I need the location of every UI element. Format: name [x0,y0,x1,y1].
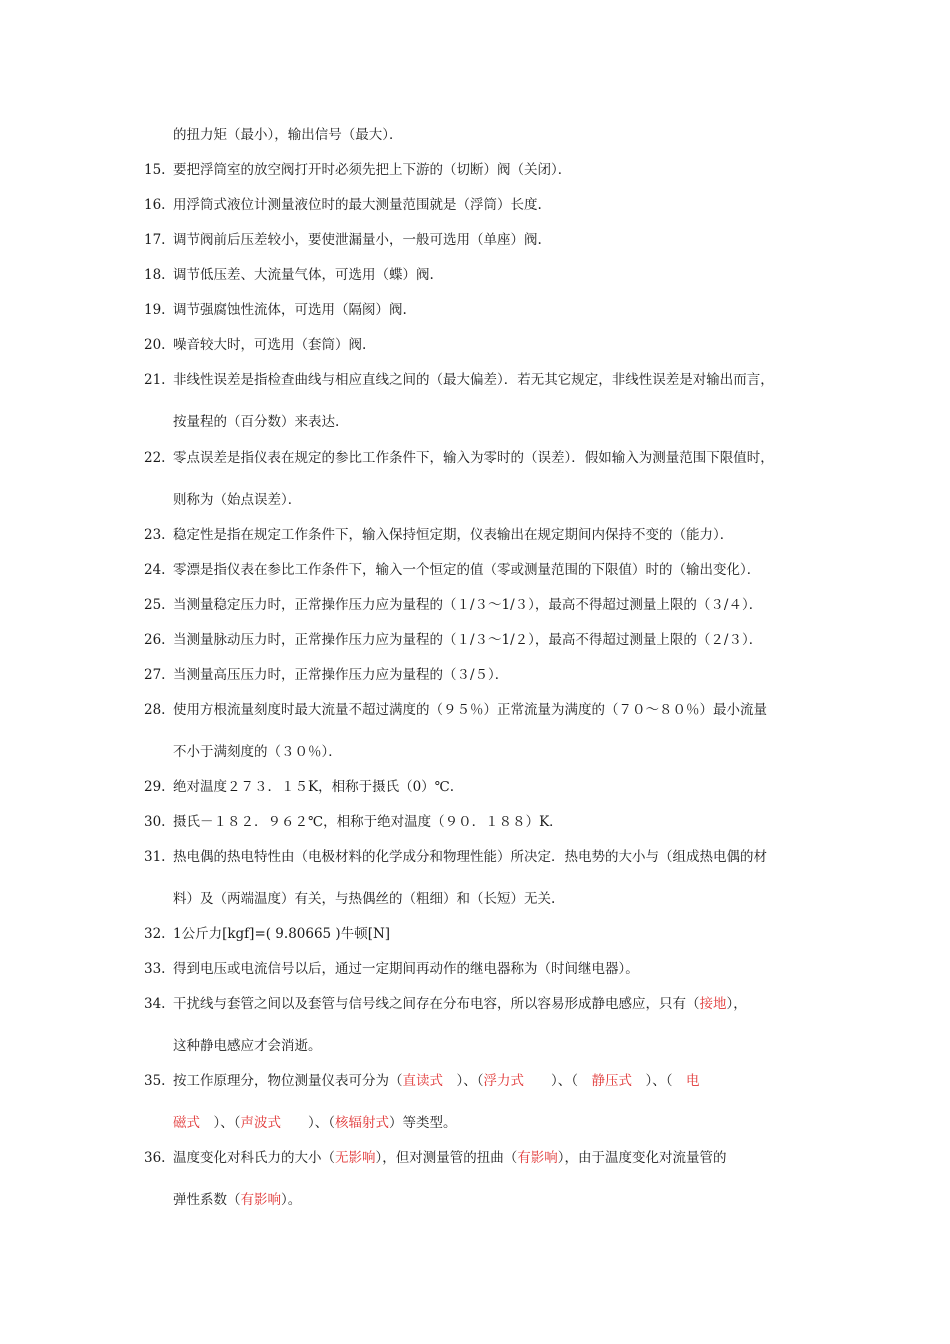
question-34: 34. 干扰线与套管之间以及套管与信号线之间存在分布电容，所以容易形成静电感应，只有（接地）， [144,996,747,1012]
question-34-continued: 这种静电感应才会消逝。 [173,1038,322,1054]
answer-text: 有影响 [240,1192,281,1208]
question-18: 18. 调节低压差、大流量气体，可选用（蝶）阀. [144,267,434,283]
question-24: 24. 零漂是指仪表在参比工作条件下，输入一个恒定的值（零或测量范围的下限值）时的（输出变化）． [144,562,761,578]
answer-text: 静压式 [591,1073,632,1089]
question-15: 15. 要把浮筒室的放空阀打开时必须先把上下游的（切断）阀（关闭）． [144,162,572,178]
answer-text: 有影响 [517,1150,558,1166]
question-27: 27. 当测量高压压力时，正常操作压力应为量程的（３/５）． [144,667,509,683]
question-17: 17. 调节阀前后压差较小，要使泄漏量小，一般可选用（单座）阀. [144,232,542,248]
question-26: 26. 当测量脉动压力时，正常操作压力应为量程的（１/３～1/２），最高不得超过测量上限的（２/３）． [144,632,763,648]
question-35: 35. 按工作原理分，物位测量仪表可分为（直读式 ）、（浮力式 ）、（ 静压式 ）、（ 电 [144,1073,700,1089]
answer-text: 直读式 [402,1073,443,1089]
question-36-continued: 弹性系数（有影响）。 [173,1192,302,1208]
question-31: 31. 热电偶的热电特性由（电极材料的化学成分和物理性能）所决定．热电势的大小与（组成热电偶的材 [144,849,767,865]
question-19: 19. 调节强腐蚀性流体，可选用（隔阂）阀. [144,302,407,318]
question-21-continued: 按量程的（百分数）来表达. [173,414,340,430]
question-23: 23. 稳定性是指在规定工作条件下，输入保持恒定期，仪表输出在规定期间内保持不变的（能力）． [144,527,734,543]
answer-text: 无影响 [335,1150,376,1166]
answer-text: 接地 [699,996,727,1012]
question-22-continued: 则称为（始点误差）． [173,492,302,508]
question-35-continued: 磁式 ）、（声波式 ）、（核辐射式）等类型。 [173,1115,457,1131]
answer-text: 电 [686,1073,700,1089]
question-25: 25. 当测量稳定压力时，正常操作压力应为量程的（１/３～1/３），最高不得超过测量上限的（３/４）． [144,597,763,613]
question-28-continued: 不小于满刻度的（３０％）． [173,744,342,760]
answer-text: 磁式 [173,1115,200,1131]
question-36: 36. 温度变化对科氏力的大小（无影响），但对测量管的扭曲（有影响），由于温度变化对流量管的 [144,1150,727,1166]
question-30: 30. 摄氏－１８２．９６２℃，相称于绝对温度（９０．１８８）K． [144,814,563,830]
question-20: 20. 噪音较大时，可选用（套筒）阀. [144,337,367,353]
answer-text: 浮力式 [483,1073,524,1089]
question-22: 22. 零点误差是指仪表在规定的参比工作条件下，输入为零时的（误差）．假如输入为测量范围下限值时， [144,450,774,466]
question-31-continued: 料）及（两端温度）有关，与热偶丝的（粗细）和（长短）无关. [173,891,556,907]
question-16: 16. 用浮筒式液位计测量液位时的最大测量范围就是（浮筒）长度. [144,197,542,213]
question-32: 32. 1公斤力[kgf]=( 9.80665 )牛顿[N] [144,926,391,942]
question-33: 33. 得到电压或电流信号以后，通过一定期间再动作的继电器称为（时间继电器）。 [144,961,639,977]
question-21: 21. 非线性误差是指检查曲线与相应直线之间的（最大偏差）．若无其它规定，非线性误差是对输出而言， [144,372,774,388]
question-29: 29. 绝对温度２７３．１５K，相称于摄氏（0）℃. [144,779,455,795]
question-28: 28. 使用方根流量刻度时最大流量不超过满度的（９５％）正常流量为满度的（７０～８０％）最小流量 [144,702,767,718]
text-line: 的扭力矩（最小），输出信号（最大）． [173,127,403,143]
answer-text: 声波式 [240,1115,281,1131]
answer-text: 核辐射式 [335,1115,389,1131]
